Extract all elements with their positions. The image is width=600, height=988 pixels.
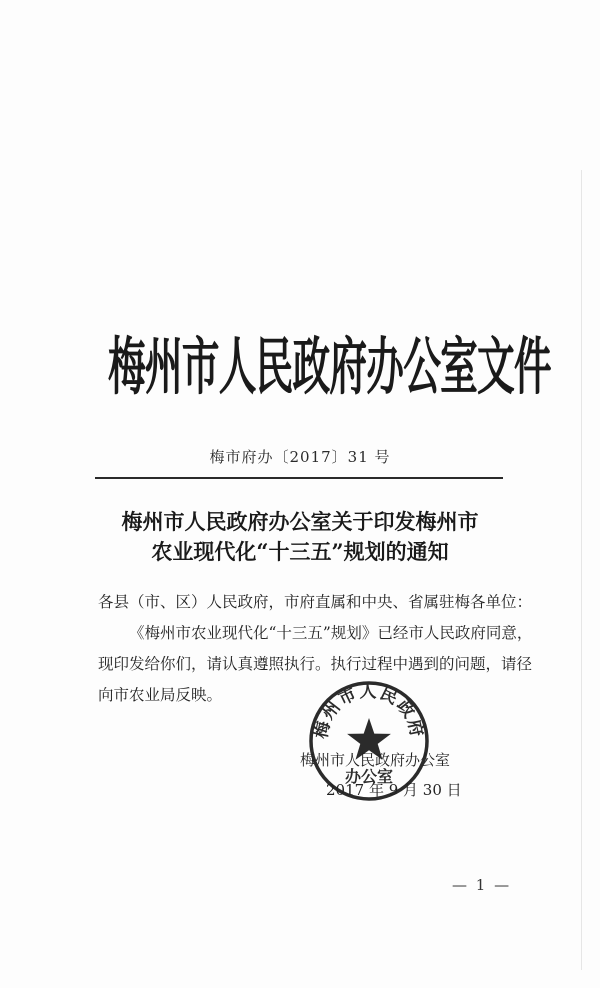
body-line-1: 《梅州市农业现代化“十三五”规划》已经市人民政府同意， (129, 624, 533, 642)
notice-title-line-1: 梅州市人民政府办公室关于印发梅州市 (121, 509, 479, 534)
issuer: 梅州市人民政府办公室 (300, 751, 451, 769)
document-number: 梅市府办〔2017〕31 号 (209, 448, 391, 466)
signature-block (300, 745, 470, 805)
body-line-3: 向市农业局反映。 (98, 686, 223, 704)
notice-title-line-2: 农业现代化“十三五”规划的通知 (151, 539, 449, 564)
issue-date: 2017 年 9 月 30 日 (326, 781, 462, 799)
scan-edge (581, 170, 582, 970)
document-header-title: 梅州市人民政府办公室文件 (108, 330, 551, 404)
seal-arc-text: 梅州市人民政府 (311, 681, 427, 741)
notice-title (0, 507, 600, 567)
addressee: 各县（市、区）人民政府，市府直属和中央、省属驻梅各单位： (98, 593, 533, 611)
seal-bottom-text: 办公室 (344, 767, 394, 786)
page-number: — 1 — (452, 876, 512, 894)
body-line-2: 现印发给你们，请认真遵照执行。执行过程中遇到的问题，请径 (98, 655, 533, 673)
header-divider (95, 477, 503, 479)
